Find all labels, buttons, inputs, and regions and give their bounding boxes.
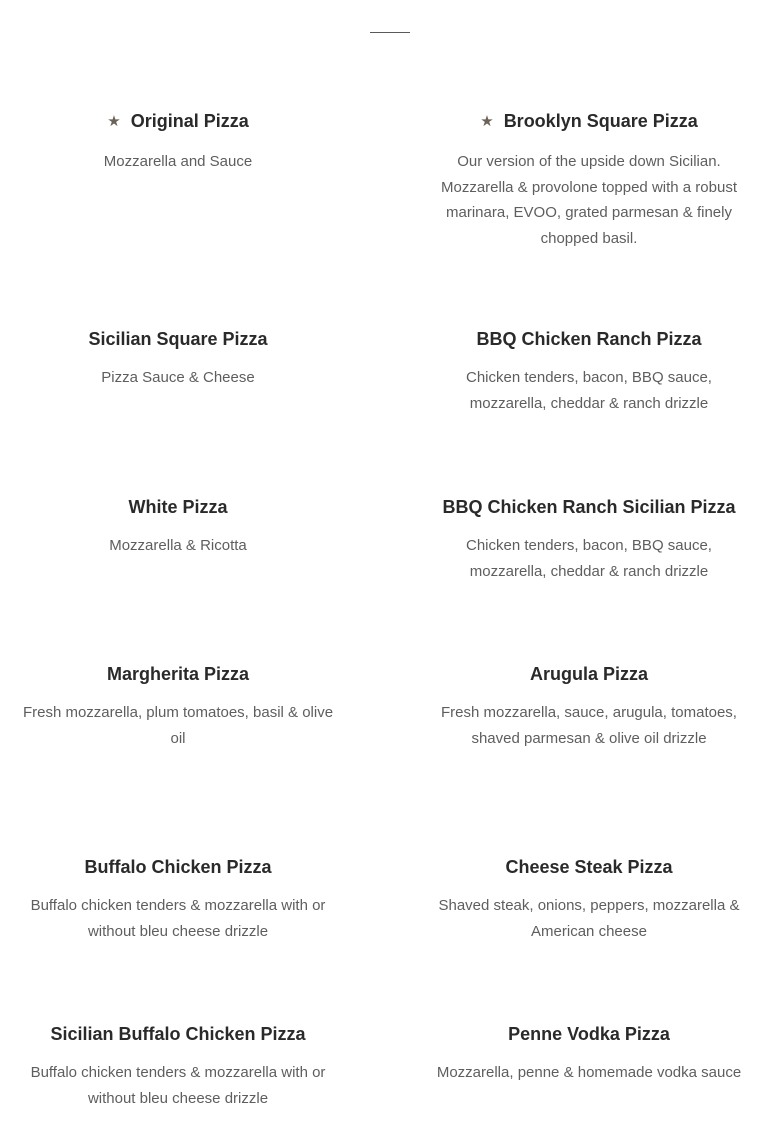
menu-item-title bbox=[433, 110, 745, 134]
menu-item-sicilian-buffalo-chicken-pizza bbox=[22, 1023, 334, 1111]
menu-item-title: Cheese Steak Pizza bbox=[505, 857, 673, 877]
menu-item-description: Our version of the upside down Sicilian. Mozzarella & provolone topped with a robust marinara, EVOO, grated parmesan & finely chopped basil. bbox=[440, 153, 737, 247]
menu-item-description: Buffalo chicken tenders & mozzarella with or without bleu cheese drizzle bbox=[30, 1064, 326, 1107]
menu-item-description: Fresh mozzarella, plum tomatoes, basil & olive oil bbox=[22, 704, 334, 747]
menu-item-title: Sicilian Square Pizza bbox=[88, 329, 268, 349]
menu-item-white-pizza bbox=[22, 496, 334, 559]
menu-item-arugula-pizza bbox=[433, 663, 745, 751]
menu-item-brooklyn-square-pizza bbox=[433, 110, 745, 251]
menu-item-original-pizza bbox=[22, 110, 334, 175]
menu-item-penne-vodka-pizza bbox=[433, 1023, 745, 1086]
menu-item-title: Penne Vodka Pizza bbox=[508, 1024, 670, 1044]
menu-item-title bbox=[22, 110, 334, 134]
menu-item-title: BBQ Chicken Ranch Pizza bbox=[476, 329, 702, 349]
menu-item-description: Shaved steak, onions, peppers, mozzarella & American cheese bbox=[438, 897, 740, 940]
menu-item-description: Mozzarella, penne & homemade vodka sauce bbox=[436, 1064, 742, 1081]
menu-item-bbq-chicken-ranch-sicilian-pizza bbox=[433, 496, 745, 584]
menu-item-title-text: Original Pizza bbox=[130, 111, 249, 131]
star-icon: ★ bbox=[480, 113, 494, 130]
menu-item-title: Arugula Pizza bbox=[529, 664, 649, 684]
menu-item-title: White Pizza bbox=[128, 497, 228, 517]
menu-item-description: Mozzarella and Sauce bbox=[103, 153, 253, 170]
menu-item-title: Sicilian Buffalo Chicken Pizza bbox=[50, 1024, 306, 1044]
menu-item-description: Buffalo chicken tenders & mozzarella with or without bleu cheese drizzle bbox=[30, 897, 326, 940]
menu-item-description: Chicken tenders, bacon, BBQ sauce, mozzarella, cheddar & ranch drizzle bbox=[466, 369, 712, 412]
menu-item-title: Buffalo Chicken Pizza bbox=[84, 857, 272, 877]
menu-item-title: Margherita Pizza bbox=[106, 664, 250, 684]
menu-item-title-text: Brooklyn Square Pizza bbox=[503, 111, 698, 131]
menu-item-sicilian-square-pizza bbox=[22, 328, 334, 391]
menu-item-description: Chicken tenders, bacon, BBQ sauce, mozzarella, cheddar & ranch drizzle bbox=[466, 537, 712, 580]
menu-item-description: Fresh mozzarella, sauce, arugula, tomatoes, shaved parmesan & olive oil drizzle bbox=[441, 704, 737, 747]
menu-item-description: Mozzarella & Ricotta bbox=[109, 537, 247, 554]
menu-item-description: Pizza Sauce & Cheese bbox=[101, 369, 255, 386]
star-icon: ★ bbox=[107, 113, 121, 130]
menu-item-title: BBQ Chicken Ranch Sicilian Pizza bbox=[442, 497, 736, 517]
menu-item-buffalo-chicken-pizza bbox=[22, 856, 334, 944]
menu-item-margherita-pizza bbox=[22, 663, 334, 751]
menu-item-bbq-chicken-ranch-pizza bbox=[433, 328, 745, 416]
menu-item-cheese-steak-pizza bbox=[433, 856, 745, 944]
